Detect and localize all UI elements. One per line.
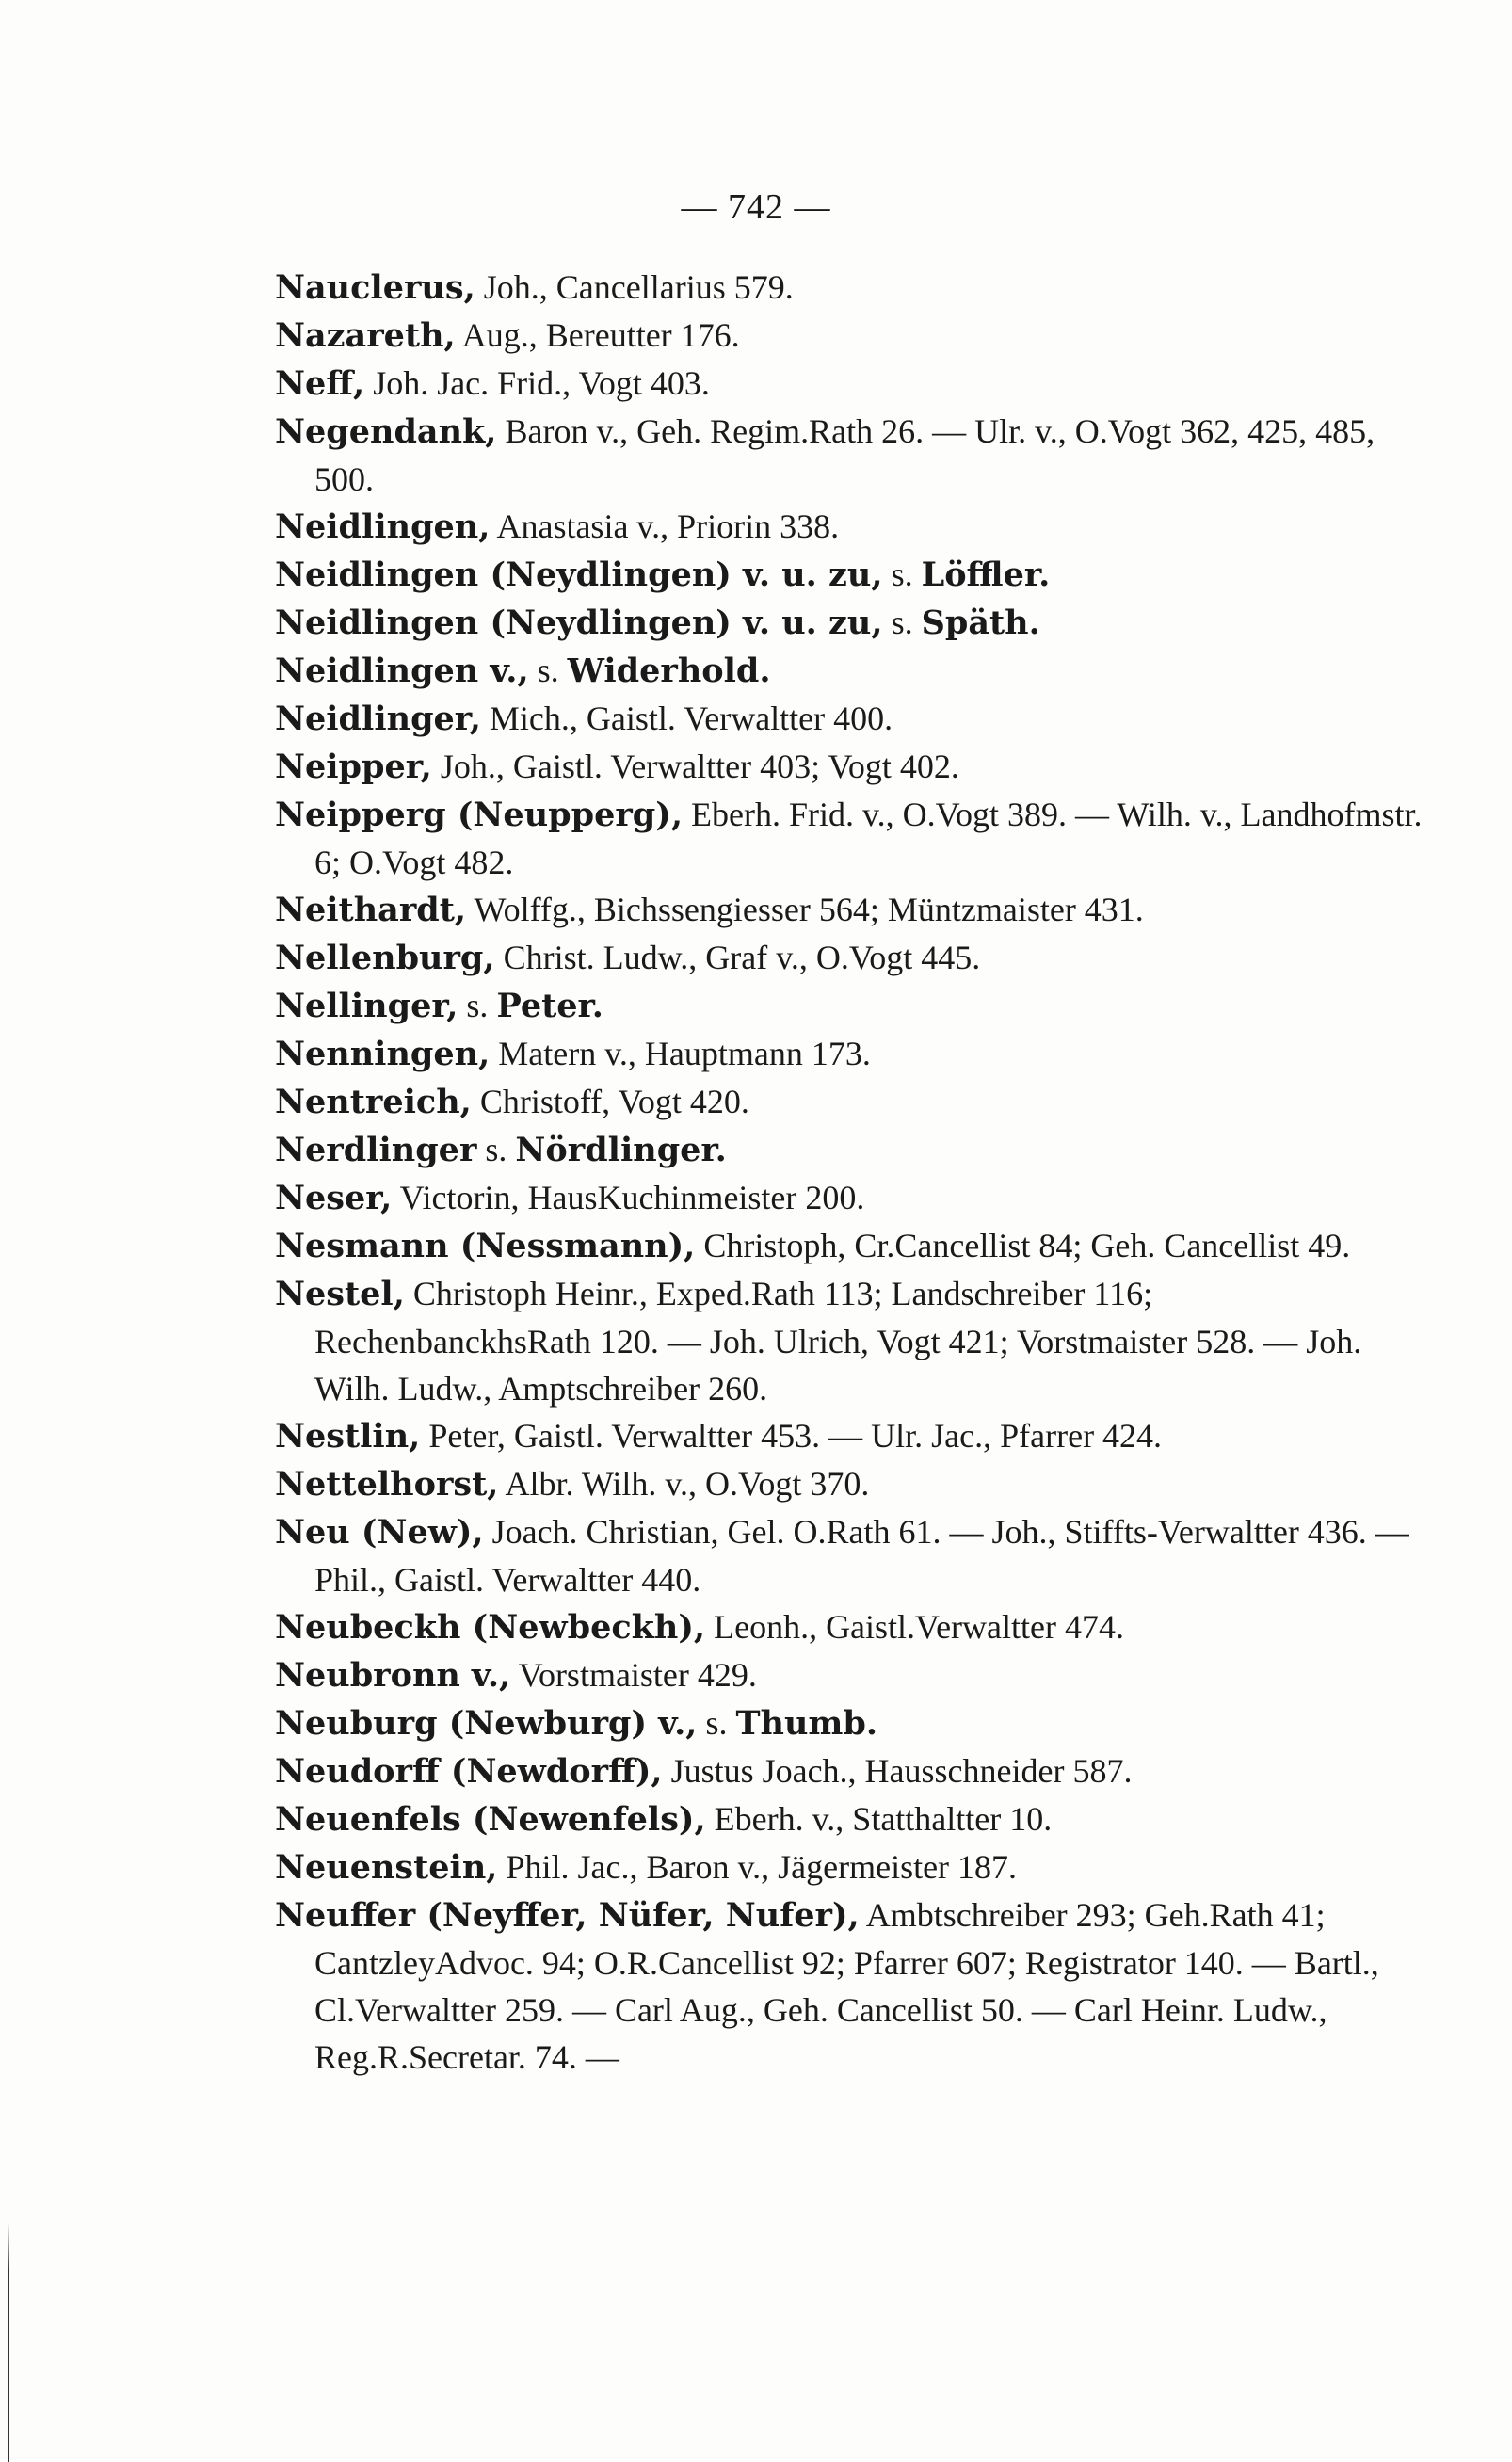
register-entry <box>275 503 1428 551</box>
entry-text: Mich., Gaistl. Verwaltter 400. <box>480 700 893 737</box>
entry-text: s. <box>476 1131 516 1168</box>
register-entry <box>275 934 1428 982</box>
entry-head: Neipperg (Neupperg), <box>275 796 684 834</box>
entry-text: Matern v., Hauptmann 173. <box>490 1035 871 1072</box>
entry-text: s. <box>528 652 568 689</box>
entry-text: Phil. Jac., Baron v., Jägermeister 187. <box>497 1848 1018 1886</box>
entry-head: Neu (New), <box>275 1513 484 1552</box>
entry-head: Neudorff (Newdorff), <box>275 1752 663 1791</box>
entry-text: Justus Joach., Hausschneider 587. <box>662 1752 1133 1790</box>
entry-head: Nellinger, <box>275 987 458 1025</box>
entry-text: Wolffg., Bichssengiesser 564; Müntzmaister 431. <box>466 891 1144 928</box>
register-entry <box>275 599 1428 647</box>
entry-head: Neidlingen (Neydlingen) v. u. zu, <box>275 603 883 642</box>
register-entry <box>275 743 1428 791</box>
page-edge-line <box>8 2222 9 2462</box>
entry-head: Neipper, <box>275 748 432 786</box>
register-entry <box>275 1508 1428 1603</box>
register-entry <box>275 1174 1428 1222</box>
register-entry <box>275 312 1428 360</box>
entry-text: Christoff, Vogt 420. <box>471 1083 749 1120</box>
entry-head: Neuffer (Neyffer, Nüfer, Nufer), <box>275 1896 860 1935</box>
cross-reference: Löffler. <box>921 555 1051 594</box>
register-entry <box>275 1222 1428 1270</box>
entry-head: Nestel, <box>275 1275 405 1313</box>
entry-head: Neithardt, <box>275 891 467 929</box>
entry-text: Aug., Bereutter 176. <box>455 316 740 354</box>
cross-reference: Widerhold. <box>567 652 771 690</box>
entry-text: Albr. Wilh. v., O.Vogt 370. <box>498 1465 870 1503</box>
register-entry <box>275 695 1428 743</box>
cross-reference: Thumb. <box>735 1704 878 1743</box>
register-entry <box>275 1795 1428 1843</box>
register-entry <box>275 264 1428 312</box>
entry-head: Neser, <box>275 1179 393 1217</box>
entry-text: Baron v., Geh. Regim.Rath 26. — Ulr. v., O.Vogt 362, 425, 485, 500. <box>314 412 1375 498</box>
entry-text: s. <box>882 555 922 593</box>
entry-text: Joh. Jac. Frid., Vogt 403. <box>364 364 710 402</box>
page-number: — 742 — <box>681 187 831 227</box>
entry-head: Nellenburg, <box>275 939 495 977</box>
register-entry <box>275 647 1428 695</box>
register-entry <box>275 1891 1428 2081</box>
entry-text: Ambtschreiber 293; Geh.Rath 41; CantzleyAdvoc. 94; O.R.Cancellist 92; Pfarrer 607; Registrator 140. — Bartl., Cl.Verwaltter 259. — Carl Aug., Geh. Cancellist 50. — Carl Heinr. Ludw., Reg.R.Secretar. 74. — <box>314 1896 1379 2076</box>
entry-text: Anastasia v., Priorin 338. <box>490 507 840 545</box>
entry-head: Neidlingen (Neydlingen) v. u. zu, <box>275 555 883 594</box>
entry-text: Victorin, HausKuchinmeister 200. <box>392 1179 865 1216</box>
entry-head: Neuenstein, <box>275 1848 498 1887</box>
entry-text: Leonh., Gaistl.Verwaltter 474. <box>705 1608 1124 1646</box>
entry-head: Neidlingen v., <box>275 652 529 690</box>
cross-reference: Nördlinger. <box>515 1131 727 1169</box>
entry-text: Joach. Christian, Gel. O.Rath 61. — Joh., Stiffts-Verwaltter 436. — Phil., Gaistl. Verwaltter 440. <box>314 1513 1409 1599</box>
register-entry <box>275 1078 1428 1126</box>
entry-head: Neubronn v., <box>275 1656 511 1695</box>
entry-head: Nestlin, <box>275 1417 421 1456</box>
entry-head: Neuburg (Newburg) v., <box>275 1704 698 1743</box>
entry-text: Joh., Gaistl. Verwaltter 403; Vogt 402. <box>431 748 959 785</box>
entry-head: Nauclerus, <box>275 268 475 307</box>
register-entry <box>275 982 1428 1030</box>
entry-head: Neuenfels (Newenfels), <box>275 1800 706 1839</box>
register-entry <box>275 1460 1428 1508</box>
entry-text: s. <box>882 603 922 641</box>
entry-text: Peter, Gaistl. Verwaltter 453. — Ulr. Jac., Pfarrer 424. <box>420 1417 1163 1455</box>
entry-head: Nerdlinger <box>275 1131 477 1169</box>
entry-head: Nesmann (Nessmann), <box>275 1227 696 1265</box>
entry-head: Neubeckh (Newbeckh), <box>275 1608 706 1647</box>
entry-text: Christoph, Cr.Cancellist 84; Geh. Cancellist 49. <box>695 1227 1351 1264</box>
register-entry <box>275 360 1428 408</box>
entry-head: Neidlinger, <box>275 700 481 738</box>
entry-text: Joh., Cancellarius 579. <box>475 268 794 306</box>
entry-head: Negendank, <box>275 412 497 451</box>
register-entry <box>275 1651 1428 1699</box>
entry-text: Eberh. v., Statthaltter 10. <box>705 1800 1053 1838</box>
entry-head: Neff, <box>275 364 365 403</box>
entry-text: Christoph Heinr., Exped.Rath 113; Landschreiber 116; RechenbanckhsRath 120. — Joh. Ulrich, Vogt 421; Vorstmaister 528. — Joh. Wilh. Ludw., Amptschreiber 260. <box>314 1275 1362 1408</box>
entry-text: s. <box>697 1704 736 1742</box>
entry-text: s. <box>458 987 497 1024</box>
register-entries <box>275 264 1428 2081</box>
cross-reference: Späth. <box>921 603 1040 642</box>
register-entry <box>275 408 1428 503</box>
register-entry <box>275 551 1428 599</box>
register-entry <box>275 1412 1428 1460</box>
register-entry <box>275 1126 1428 1174</box>
register-entry <box>275 1603 1428 1651</box>
entry-head: Neidlingen, <box>275 507 491 546</box>
register-entry <box>275 1270 1428 1412</box>
entry-head: Nazareth, <box>275 316 456 355</box>
entry-head: Nentreich, <box>275 1083 472 1121</box>
register-entry <box>275 791 1428 886</box>
register-entry <box>275 1747 1428 1795</box>
register-entry <box>275 1030 1428 1078</box>
register-entry <box>275 886 1428 934</box>
cross-reference: Peter. <box>496 987 603 1025</box>
entry-head: Nenningen, <box>275 1035 491 1073</box>
register-entry <box>275 1843 1428 1891</box>
register-entry <box>275 1699 1428 1747</box>
entry-text: Christ. Ludw., Graf v., O.Vogt 445. <box>494 939 981 976</box>
entry-text: Vorstmaister 429. <box>510 1656 757 1694</box>
entry-text: Eberh. Frid. v., O.Vogt 389. — Wilh. v., Landhofmstr. 6; O.Vogt 482. <box>314 796 1423 881</box>
entry-head: Nettelhorst, <box>275 1465 499 1504</box>
